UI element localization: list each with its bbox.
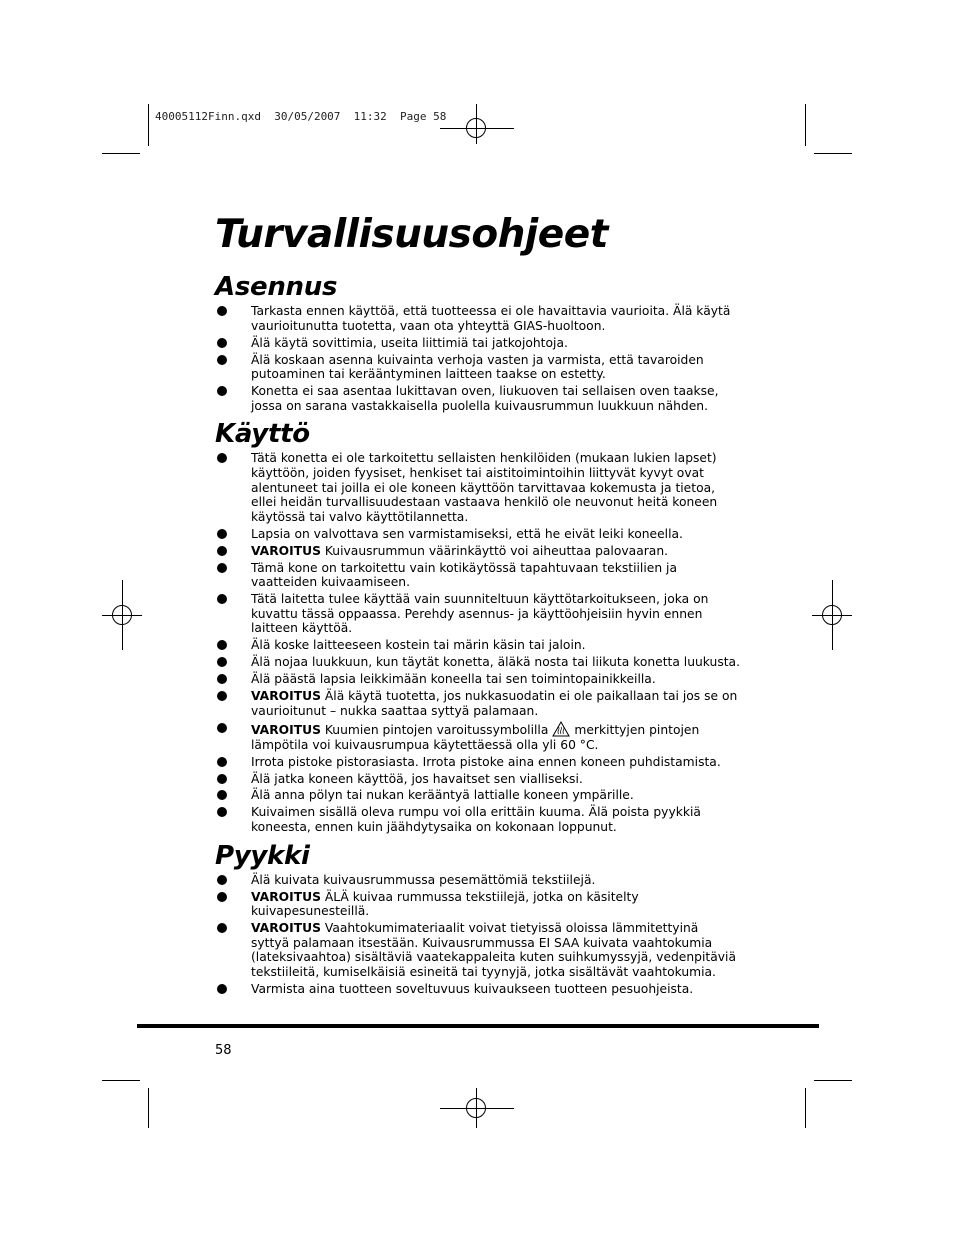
list-item [215,384,740,413]
bullet-icon [217,691,227,701]
item-text-after-icon: merkittyjen pintojen lämpötila voi kuivausrumpua käytettäessä olla yli 60 °C. [251,722,700,752]
list-item [215,655,740,670]
bullet-icon [217,723,227,733]
item-text: Älä kuivata kuivausrummussa pesemättömiä tekstiilejä. [251,872,596,887]
bullet-icon [217,640,227,650]
crop-mark [814,153,852,154]
list-item [215,451,740,524]
bullet-icon [217,338,227,348]
item-text: Varmista aina tuotteen soveltuvuus kuivaukseen tuotteen pesuohjeista. [251,981,694,996]
bullet-icon [217,674,227,684]
section-heading: Pyykki [215,840,310,871]
crop-mark [805,1088,806,1128]
item-text: Älä anna pölyn tai nukan kerääntyä lattialle koneen ympärille. [251,788,634,803]
bullet-list [215,451,740,834]
section-heading: Asennus [215,272,338,302]
item-text: Älä nojaa luukkuun, kun täytät konetta, äläkä nosta tai liikuta konetta luukusta. [251,655,740,670]
hot-surface-warning-icon [552,721,570,737]
list-item [215,304,740,333]
list-item [215,721,740,752]
list-item [215,921,740,979]
list-item [215,772,740,787]
bullet-icon [217,306,227,316]
crop-mark [102,153,140,154]
warning-label: VAROITUS [251,921,321,936]
list-item [215,755,740,770]
section-heading: Käyttö [215,419,310,450]
item-text: Älä päästä lapsia leikkimään koneella tai sen toimintopainikkeilla. [251,672,656,687]
item-text: Tätä konetta ei ole tarkoitettu sellaisten henkilöiden (mukaan lukien lapset) käyttöön, joiden fyysiset, henkiset tai aistitoimintoihin liittyvät kyvyt ovat alentuneet tai joilla ei ole koneen käyttöön tarvittavaa kokemusta ja tietoa, ellei heidän turvallisuudestaan vastaava henkilö ole neuvonut heitä koneen käytössä tai valvo käyttötilannetta. [251,451,718,524]
item-text: Irrota pistoke pistorasiasta. Irrota pistoke aina ennen koneen puhdistamista. [251,754,721,769]
bullet-icon [217,790,227,800]
bullet-icon [217,875,227,885]
page-title: Turvallisuusohjeet [215,212,608,257]
list-item [215,561,740,590]
item-text: Tämä kone on tarkoitettu vain kotikäytössä tapahtuvaan tekstiilien ja vaatteiden kuivaamiseen. [251,560,677,590]
list-item [215,982,740,997]
list-item [215,873,740,888]
bullet-icon [217,355,227,365]
list-item [215,788,740,803]
list-item [215,544,740,559]
warning-label: VAROITUS [251,689,321,704]
section-asennus [215,270,740,413]
bullet-list [215,873,740,997]
crop-mark [148,1088,149,1128]
section-kaytto [215,417,740,834]
bullet-icon [217,453,227,463]
list-item [215,689,740,718]
item-text: ÄLÄ kuivaa rummussa tekstiilejä, jotka on käsitelty kuivapesunesteillä. [251,889,639,919]
item-text: Tarkasta ennen käyttöä, että tuotteessa ei ole havaittavia vaurioita. Älä käytä vaurioitunutta tuotetta, vaan ota yhteyttä GIAS-huoltoon. [251,304,731,333]
item-text: Älä koske laitteeseen kostein tai märin käsin tai jaloin. [251,638,586,653]
list-item [215,890,740,919]
bullet-icon [217,386,227,396]
bullet-icon [217,923,227,933]
item-text: Kuivausrummun väärinkäyttö voi aiheuttaa palovaaran. [324,543,669,558]
bullet-icon [217,657,227,667]
section-pyykki [215,839,740,997]
bullet-icon [217,774,227,784]
bullet-list [215,304,740,413]
bullet-icon [217,529,227,539]
page-number: 58 [215,1043,232,1058]
list-item [215,672,740,687]
warning-label: VAROITUS [251,543,321,558]
crop-mark [805,104,806,146]
bullet-icon [217,546,227,556]
list-item [215,336,740,351]
list-item [215,592,740,636]
warning-label: VAROITUS [251,722,321,737]
item-text: Vaahtokumimateriaalit voivat tietyissä oloissa lämmitettyinä syttyä palamaan itsestään. Kuivausrummussa EI SAA kuivata vaahtokumia (lateksivaahtoa) sisältäviä vaatekappaleita kuten suihkumyssyjä, vedenpitäviä tekstiileitä, kumiselkäisiä esineitä tai tyynyjä, jotka sisältävät vaahtokumia. [251,921,736,979]
item-text: Tätä laitetta tulee käyttää vain suunniteltuun käyttötarkoitukseen, joka on kuvattu tässä oppaassa. Perehdy asennus- ja käyttöohjeisiin hyvin ennen laitteen käyttöä. [251,592,709,636]
bullet-icon [217,757,227,767]
list-item [215,638,740,653]
list-item [215,527,740,542]
item-text: Älä käytä tuotetta, jos nukkasuodatin ei ole paikallaan tai jos se on vaurioitunut – nukka saattaa syttyä palamaan. [251,689,738,718]
bullet-icon [217,807,227,817]
bullet-icon [217,984,227,994]
item-text: Konetta ei saa asentaa lukittavan oven, liukuoven tai sellaisen oven taakse, jossa on sarana vastakkaisella puolella kuivausrummun luukkuun nähden. [251,384,719,413]
print-slug: 40005112Finn.qxd 30/05/2007 11:32 Page 58 [155,110,447,123]
item-text: Älä koskaan asenna kuivainta verhoja vasten ja varmista, että tavaroiden putoaminen tai kerääntyminen laitteen taakse on estetty. [251,352,704,382]
item-text: Lapsia on valvottava sen varmistamiseksi, että he eivät leiki koneella. [251,526,683,541]
footer-rule [137,1024,819,1028]
crop-mark [814,1080,852,1081]
list-item [215,805,740,834]
crop-mark [148,104,149,146]
item-text: Älä käytä sovittimia, useita liittimiä tai jatkojohtoja. [251,335,568,350]
list-item [215,353,740,382]
warning-label: VAROITUS [251,889,321,904]
item-text: Kuumien pintojen varoitussymbolilla [324,722,549,737]
crop-mark [102,1080,140,1081]
bullet-icon [217,594,227,604]
bullet-icon [217,563,227,573]
bullet-icon [217,892,227,902]
item-text: Kuivaimen sisällä oleva rumpu voi olla erittäin kuuma. Älä poista pyykkiä koneesta, ennen kuin jäähdytysaika on kokonaan loppunut. [251,805,701,835]
instructions-content [215,270,740,1001]
item-text: Älä jatka koneen käyttöä, jos havaitset sen vialliseksi. [251,771,583,786]
